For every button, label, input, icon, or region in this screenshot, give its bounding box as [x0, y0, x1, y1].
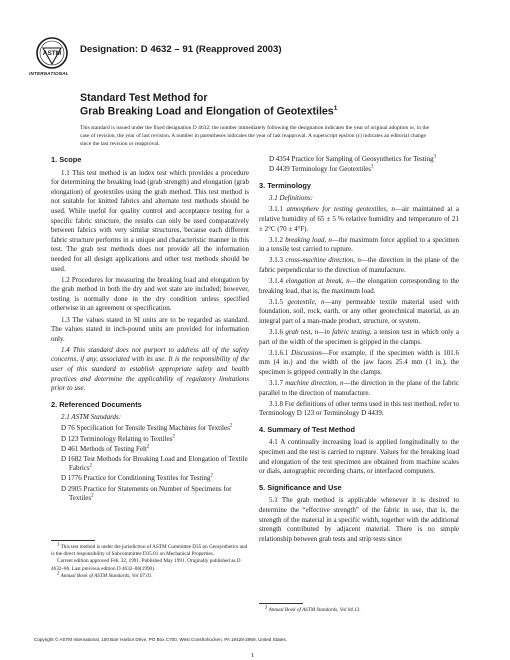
page-number: 1	[251, 652, 255, 659]
footnote-1-edition: Current edition approved Feb. 22, 1991. Published May 1991. Originally published as D 4632–86. Last previous edition D 4632–86(1990).	[51, 558, 241, 572]
paragraph-1-3: 1.3 The values stated in SI units are to be regarded as standard. The values stated in inch-pound units are provided for information only.	[51, 315, 249, 343]
astm-logo-icon	[34, 36, 70, 76]
footnote-2: 2 Annual Book of ASTM Standards, Vol 07.01.	[57, 571, 153, 579]
section-heading-scope: 1. Scope	[51, 155, 82, 164]
astm-standards-intro: 2.1 ASTM Standards:	[61, 413, 122, 422]
reference-item: D 2905 Practice for Statements on Number of Specimens for Textiles$^2$	[61, 484, 232, 503]
definition-3-1-3: 3.1.3 cross-machine direction, n—the direction in the plane of the fabric perpendicular to the direction of manufacture.	[259, 256, 460, 274]
footnote-1: 1 This test method is under the jurisdiction of ASTM Committee D35 on Geosynthetics and is the direct responsibility of Subcommittee D35.01 on Mechanical Properties.	[51, 542, 248, 558]
section-heading-referenced: 2. Referenced Documents	[51, 399, 142, 409]
footnote-rule	[259, 603, 303, 604]
reference-item: D 1776 Practice for Conditioning Textiles for Testing$^2$	[61, 474, 213, 483]
paragraph-4-1: 4.1 A continually increasing load is applied longitudinally to the specimen and the test is carried to rupture. Values for the breaking load and elongation of the test specimen are obtained from machine scales or dials, autographic recording charts, or interfaced computers.	[259, 438, 459, 476]
definition-3-1-2: 3.1.2 breaking load, n—the maximum force applied to a specimen in a tensile test carried to rupture.	[259, 235, 460, 254]
reference-item: D 123 Terminology Relating to Textiles$^2$	[61, 434, 175, 443]
designation: Designation: D 4632 – 91 (Reapproved 2003)	[80, 44, 282, 55]
definitions-intro: 3.1 Definitions:	[269, 194, 313, 203]
definition-3-1-5: 3.1.5 geotextile, n—any permeable textile material used with foundation, soil, rock, earth, or any other geotechnical material, as an integral part of a man-made product, structure, or system.	[259, 297, 459, 325]
reference-item: D 461 Methods of Testing Felt$^2$	[61, 444, 150, 453]
footnote-3: 3 Annual Book of ASTM Standards, Vol 04.13.	[265, 605, 361, 613]
title-line-2	[80, 105, 337, 118]
reference-item: D 1682 Test Methods for Breaking Load and Elongation of Textile Fabrics$^2$	[61, 454, 248, 473]
issuance-note: This standard is issued under the fixed designation D 4632; the number immediately following the designation indicates the year of original adoption or, in the case of revision, the year of last revision. A number in parentheses indicates the year of last reapproval. A superscript epsilon (ε) indicates an editorial change since the last revision or reapproval.	[80, 125, 430, 147]
definition-3-1-6: 3.1.6 grab test, n—in fabric testing, a tension test in which only a part of the width of the specimen is gripped in the clamps.	[259, 328, 460, 346]
definition-3-1-4: 3.1.4 elongation at break, n—the elongation corresponding to the breaking load, that is, the maximum load.	[259, 277, 459, 295]
svg-text:ASTM: ASTM	[42, 50, 62, 57]
paragraph-1-1: 1.1 This test method is an index test which provides a procedure for determining the breaking load (grab strength) and elongation (grab elongation) of geotextiles using the grab method. This test method is not suitable for knitted fabrics and alternate test methods should be used. While useful for quality control and acceptance testing for a specific fabric structure, the results can only be used comparatively between fabrics with very similar structures, because each different fabric structure performs in a unique and characteristic manner in this test. The grab test methods does not provide all the information needed for all design applications and other test methods should be used.	[51, 168, 249, 273]
title-line-1: Standard Test Method for	[80, 92, 208, 104]
reference-item: D 76 Specification for Tensile Testing Machines for Textiles$^2$	[61, 424, 233, 433]
copyright-notice: Copyright © ASTM International, 100 Barr Harbor Drive, PO Box C700, West Conshohocken, PA 19428-2959, United States.	[34, 637, 287, 642]
logo-text: INTERNATIONAL	[29, 71, 69, 76]
paragraph-5-1: 5.1 The grab method is applicable whenever it is desired to determine the “effective strength” of the fabric in use, that is, the strength of the material in a specific width, together with the additional strength contributed by adjacent material. There is no simple relationship between grab tests and strip tests since	[259, 496, 459, 543]
footnotes-left	[51, 540, 249, 580]
definition-3-1-8: 3.1.8 For definitions of other terms used in this test method, refer to Terminology D 123 or Terminology D 4439.	[259, 399, 459, 418]
right-column	[259, 155, 459, 546]
paragraph-1-2: 1.2 Procedures for measuring the breaking load and elongation by the grab method in both the dry and wet state are included; however, testing is normally done in the dry condition unless specified otherwise in an agreement or specification.	[51, 275, 249, 313]
reference-item: D 4439 Terminology for Geotextiles$^3$	[269, 164, 374, 174]
footnotes-right	[259, 603, 459, 614]
paragraph-1-4: 1.4 This standard does not purport to address all of the safety concerns, if any, associated with its use. It is the responsibility of the user of this standard to establish appropriate safety and health practices and determine the applicability of regulatory limitations prior to use.	[51, 345, 249, 393]
discussion-3-1-6-1: 3.1.6.1 Discussion—For example, if the specimen width is 101.6 mm (4 in.) and the width of the jaw faces 25.4 mm (1 in.), the specimen is gripped centrally in the clamps.	[259, 348, 460, 376]
left-column	[51, 155, 249, 504]
definition-3-1-7: 3.1.7 machine direction, n—the direction in the plane of the fabric parallel to the direction of manufacture.	[259, 378, 459, 397]
title-text: Grab Breaking Load and Elongation of Geotextiles	[80, 105, 334, 118]
section-heading-terminology: 3. Terminology	[259, 180, 312, 190]
footnote-rule	[51, 540, 95, 541]
section-heading-summary: 4. Summary of Test Method	[259, 424, 355, 434]
title-footnote-ref: 1	[333, 105, 338, 112]
section-heading-significance: 5. Significance and Use	[259, 482, 342, 492]
reference-item: D 4354 Practice for Sampling of Geosynthetics for Testing$^3$	[269, 154, 437, 163]
definition-3-1-1: 3.1.1 atmosphere for testing geotextiles, n—air maintained at a relative humidity of 65 ± 5 % relative humidity and temperature of 21 ± 2°C (70 ± 4°F).	[259, 205, 460, 233]
